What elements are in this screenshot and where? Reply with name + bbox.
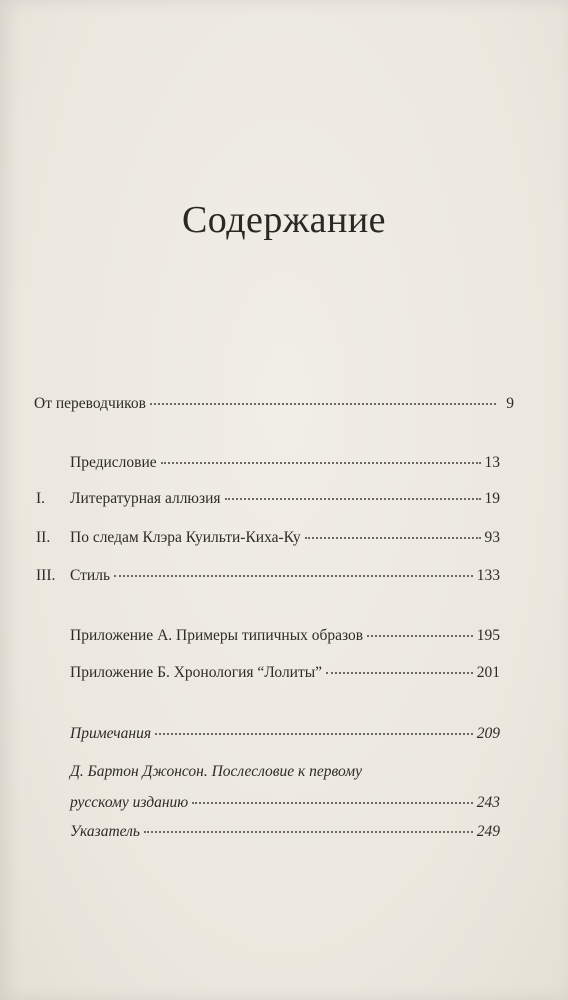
toc-page-number: 93	[484, 529, 500, 546]
toc-page-number: 9	[506, 395, 514, 412]
dot-leader	[144, 830, 473, 833]
chapter-number: I.	[36, 490, 46, 507]
dot-leader	[326, 671, 473, 674]
toc-page-number: 133	[476, 567, 500, 584]
dot-leader	[225, 497, 481, 500]
toc-page-number: 243	[476, 794, 500, 811]
toc-page-number: 13	[484, 454, 500, 471]
toc-entry-title: Стиль	[70, 567, 111, 584]
toc-entry[interactable]	[70, 822, 500, 842]
dot-leader	[192, 801, 473, 804]
toc-entry[interactable]	[70, 724, 500, 744]
page-title: Содержание	[181, 199, 387, 241]
toc-entry[interactable]	[70, 626, 500, 646]
toc-entry-title: Литературная аллюзия	[70, 490, 221, 507]
toc-entry-title: По следам Клэра Куильти-Киха-Ку	[70, 529, 301, 546]
toc-page-number: 201	[476, 664, 500, 681]
toc-entry-title: Приложение А. Примеры типичных образов	[70, 627, 364, 644]
toc-entry-title: От переводчиков	[34, 395, 146, 412]
toc-entry-title: Указатель	[70, 823, 140, 840]
toc-entry[interactable]	[36, 489, 500, 509]
toc-entry-title: Предисловие	[70, 454, 157, 471]
toc-entry[interactable]	[34, 394, 514, 414]
toc-entry[interactable]	[70, 453, 500, 473]
dot-leader	[305, 536, 481, 539]
toc-page-number: 209	[476, 725, 500, 742]
toc-entry[interactable]	[36, 566, 500, 586]
dot-leader	[367, 634, 473, 637]
toc-entry-title-line2: русскому изданию	[70, 794, 189, 811]
toc-entry-title-line1: Д. Бартон Джонсон. Послесловие к первому	[70, 763, 362, 780]
toc-entry[interactable]	[36, 528, 500, 548]
toc-page-number: 19	[484, 490, 500, 507]
toc-entry[interactable]	[70, 663, 500, 683]
dot-leader	[155, 732, 473, 735]
dot-leader	[114, 574, 473, 577]
chapter-number: II.	[36, 529, 51, 546]
toc-entry[interactable]	[70, 762, 500, 813]
dot-leader	[161, 461, 481, 464]
toc-entry-title: Примечания	[70, 725, 152, 742]
dot-leader	[150, 402, 496, 405]
toc-entry-title: Приложение Б. Хронология “Лолиты”	[70, 664, 323, 681]
toc-page-number: 195	[476, 627, 500, 644]
chapter-number: III.	[36, 567, 56, 584]
toc-page-number: 249	[476, 823, 500, 840]
